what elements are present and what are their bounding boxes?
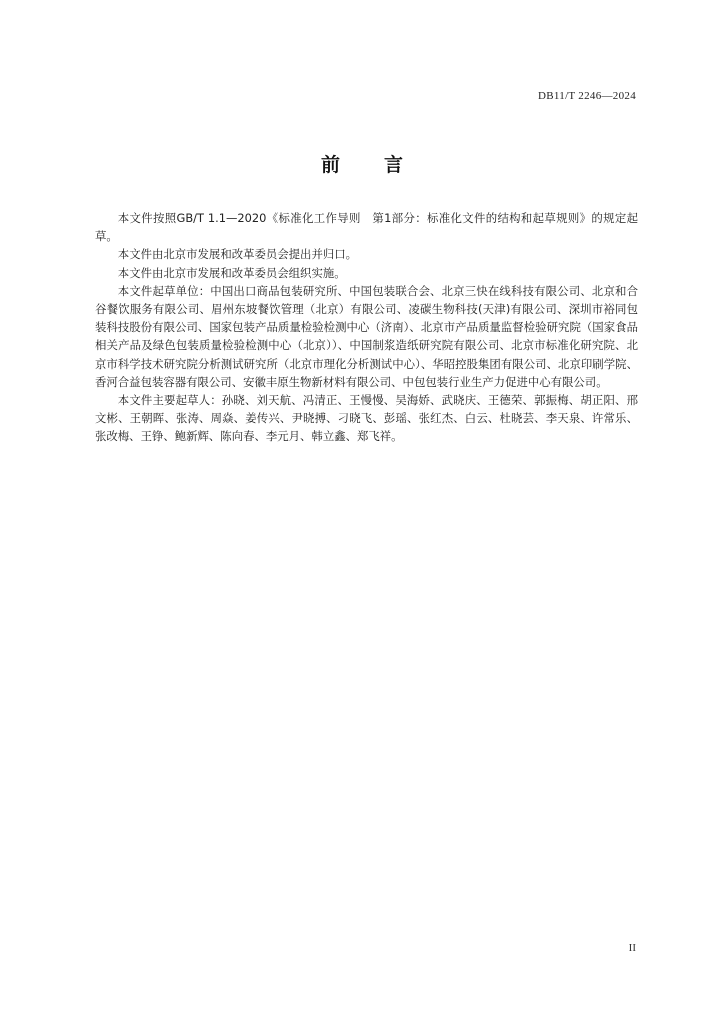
- paragraph-drafting-units: 本文件起草单位：中国出口商品包装研究所、中国包装联合会、北京三快在线科技有限公司、北京和合谷餐饮服务有限公司、眉州东坡餐饮管理（北京）有限公司、凌碳生物科技(天津)有限公司、深圳市裕同包装科技股份有限公司、国家包装产品质量检验检测中心（济南）、北京市产品质量监督检验研究院（国家食品相关产品及绿色包装质量检验检测中心（北京））、中国制浆造纸研究院有限公司、北京市标准化研究院、北京市科学技术研究院分析测试研究所（北京市理化分析测试中心）、华昭控股集团有限公司、北京印刷学院、香河合益包装容器有限公司、安徽丰原生物新材料有限公司、中包包装行业生产力促进中心有限公司。: [95, 283, 638, 389]
- foreword-body: [95, 209, 638, 446]
- title-char-2: 言: [384, 154, 404, 176]
- paragraph-proposer: 本文件由北京市发展和改革委员会提出并归口。: [117, 247, 358, 262]
- paragraph-drafting-rules: 本文件按照GB/T 1.1—2020《标准化工作导则 第1部分：标准化文件的结构和起草规则》的规定起草。: [95, 211, 638, 244]
- title-char-1: 前: [320, 154, 340, 176]
- page-title: [0, 150, 724, 177]
- document-code: DB11/T 2246—2024: [538, 90, 636, 102]
- page-number: II: [628, 942, 636, 954]
- paragraph-organizer: 本文件由北京市发展和改革委员会组织实施。: [117, 265, 346, 280]
- paragraph-drafters: 本文件主要起草人：孙晓、刘天航、冯清正、王慢慢、吴海娇、武晓庆、王德荣、郭振梅、胡正阳、邢文彬、王朝晖、张涛、周焱、姜传兴、尹晓搏、刁晓飞、彭瑶、张红杰、白云、杜晓芸、李天泉、许常乐、张改梅、王铮、鲍新辉、陈向春、李元月、韩立鑫、郑飞祥。: [95, 393, 638, 444]
